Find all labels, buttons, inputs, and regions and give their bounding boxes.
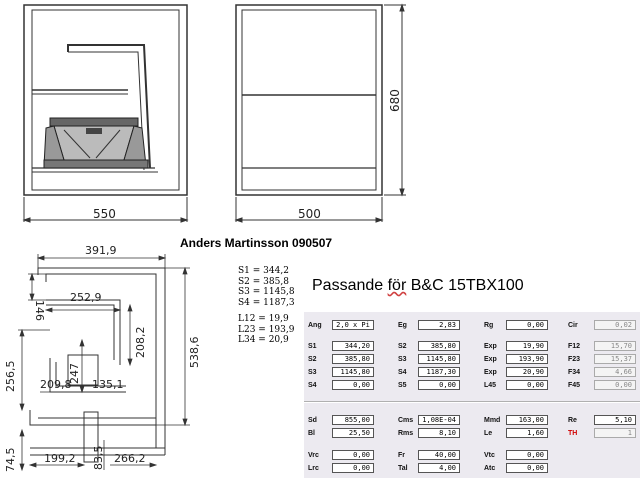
dim-74-5: 74,5 [4, 447, 17, 472]
field-mmd[interactable]: 163,00 [506, 415, 548, 425]
label-cir: Cir [568, 322, 578, 329]
label-s4: S4 [398, 369, 407, 376]
dim-538-6: 538,6 [188, 336, 201, 368]
field-s4b[interactable]: 0,00 [332, 380, 374, 390]
label-s3: S3 [398, 356, 407, 363]
dim-256-5: 256,5 [4, 360, 17, 392]
field-fr[interactable]: 40,00 [418, 450, 460, 460]
field-eg[interactable]: 2,83 [418, 320, 460, 330]
length-values: L12 = 19,9 L23 = 193,9 L34 = 20,9 [238, 314, 295, 346]
panel-title-pre: Passande [312, 277, 388, 294]
label-exp2: Exp [484, 356, 497, 363]
label-bl: Bl [308, 430, 315, 437]
field-f12: 15,70 [594, 341, 636, 351]
field-rg[interactable]: 0,00 [506, 320, 548, 330]
panel-title [312, 277, 524, 295]
dim-83-5: 83,5 [92, 445, 105, 470]
dim-680-label: 680 [388, 89, 402, 112]
label-vtc: Vtc [484, 452, 495, 459]
label-lrc: Lrc [308, 465, 319, 472]
label-f34: F34 [568, 369, 581, 376]
field-atc[interactable]: 0,00 [506, 463, 548, 473]
label-exp3: Exp [484, 369, 497, 376]
label-tal: Tal [398, 465, 408, 472]
dim-247: 247 [68, 363, 81, 384]
field-s1[interactable]: 344,20 [332, 341, 374, 351]
field-s2b[interactable]: 385,80 [332, 354, 374, 364]
field-s3b[interactable]: 1145,80 [332, 367, 374, 377]
field-lrc[interactable]: 0,00 [332, 463, 374, 473]
field-vtc[interactable]: 0,00 [506, 450, 548, 460]
label-s2b: S2 [308, 356, 317, 363]
dim-252-9: 252,9 [70, 291, 102, 304]
field-tal[interactable]: 4,00 [418, 463, 460, 473]
label-sd: Sd [308, 417, 317, 424]
panel-title-underlined: för [387, 277, 407, 294]
field-exp1[interactable]: 19,90 [506, 341, 548, 351]
label-rms: Rms [398, 430, 414, 437]
label-atc: Atc [484, 465, 496, 472]
dim-146: 146 [33, 300, 46, 321]
field-vrc[interactable]: 0,00 [332, 450, 374, 460]
field-f34: 4,66 [594, 367, 636, 377]
profile-dimensions [18, 254, 190, 470]
label-exp1: Exp [484, 343, 497, 350]
field-f23: 15,37 [594, 354, 636, 364]
label-f45: F45 [568, 382, 581, 389]
label-le: Le [484, 430, 493, 437]
driver-illustration [44, 118, 148, 168]
field-rms[interactable]: 8,10 [418, 428, 460, 438]
field-le[interactable]: 1,60 [506, 428, 548, 438]
field-exp2[interactable]: 193,90 [506, 354, 548, 364]
field-th: 1 [594, 428, 636, 438]
label-f12: F12 [568, 343, 581, 350]
author-label: Anders Martinsson 090507 [180, 236, 333, 250]
dim-208-2: 208,2 [134, 326, 147, 358]
field-ang[interactable]: 2,0 x Pi [332, 320, 374, 330]
field-s4[interactable]: 1187,30 [418, 367, 460, 377]
dim-391-9: 391,9 [85, 244, 117, 257]
dim-550-label: 550 [93, 207, 116, 221]
label-eg: Eg [398, 322, 407, 329]
panel-title-post: B&C 15TBX100 [406, 277, 524, 294]
field-sd[interactable]: 855,00 [332, 415, 374, 425]
label-s4b: S4 [308, 382, 317, 389]
section-values: S1 = 344,2 S2 = 385,8 S3 = 1145,8 S4 = 1187,3 [238, 266, 295, 308]
label-s3b: S3 [308, 369, 317, 376]
field-cir: 0,02 [594, 320, 636, 330]
field-re[interactable]: 5,10 [594, 415, 636, 425]
field-s5[interactable]: 0,00 [418, 380, 460, 390]
field-cms[interactable]: 1,08E-04 [418, 415, 460, 425]
field-exp3[interactable]: 20,90 [506, 367, 548, 377]
label-vrc: Vrc [308, 452, 319, 459]
label-l45: L45 [484, 382, 497, 389]
label-fr: Fr [398, 452, 405, 459]
cabinet-front-view [236, 5, 382, 195]
field-s3[interactable]: 1145,80 [418, 354, 460, 364]
label-th: TH [568, 430, 578, 437]
parameter-panel [304, 312, 640, 478]
label-re: Re [568, 417, 577, 424]
dim-209-8: 209,8 [40, 378, 72, 391]
label-rg: Rg [484, 322, 494, 329]
field-f45: 0,00 [594, 380, 636, 390]
label-s1: S1 [308, 343, 317, 350]
label-s2: S2 [398, 343, 407, 350]
field-l45[interactable]: 0,00 [506, 380, 548, 390]
label-s5: S5 [398, 382, 407, 389]
dim-266-2: 266,2 [114, 452, 146, 465]
label-cms: Cms [398, 417, 414, 424]
dim-135-1: 135,1 [92, 378, 124, 391]
label-f23: F23 [568, 356, 581, 363]
separator [304, 401, 640, 403]
field-bl[interactable]: 25,50 [332, 428, 374, 438]
dim-500-label: 500 [298, 207, 321, 221]
dim-199-2: 199,2 [44, 452, 76, 465]
label-mmd: Mmd [484, 417, 501, 424]
label-ang: Ang [308, 322, 322, 329]
field-s2[interactable]: 385,80 [418, 341, 460, 351]
